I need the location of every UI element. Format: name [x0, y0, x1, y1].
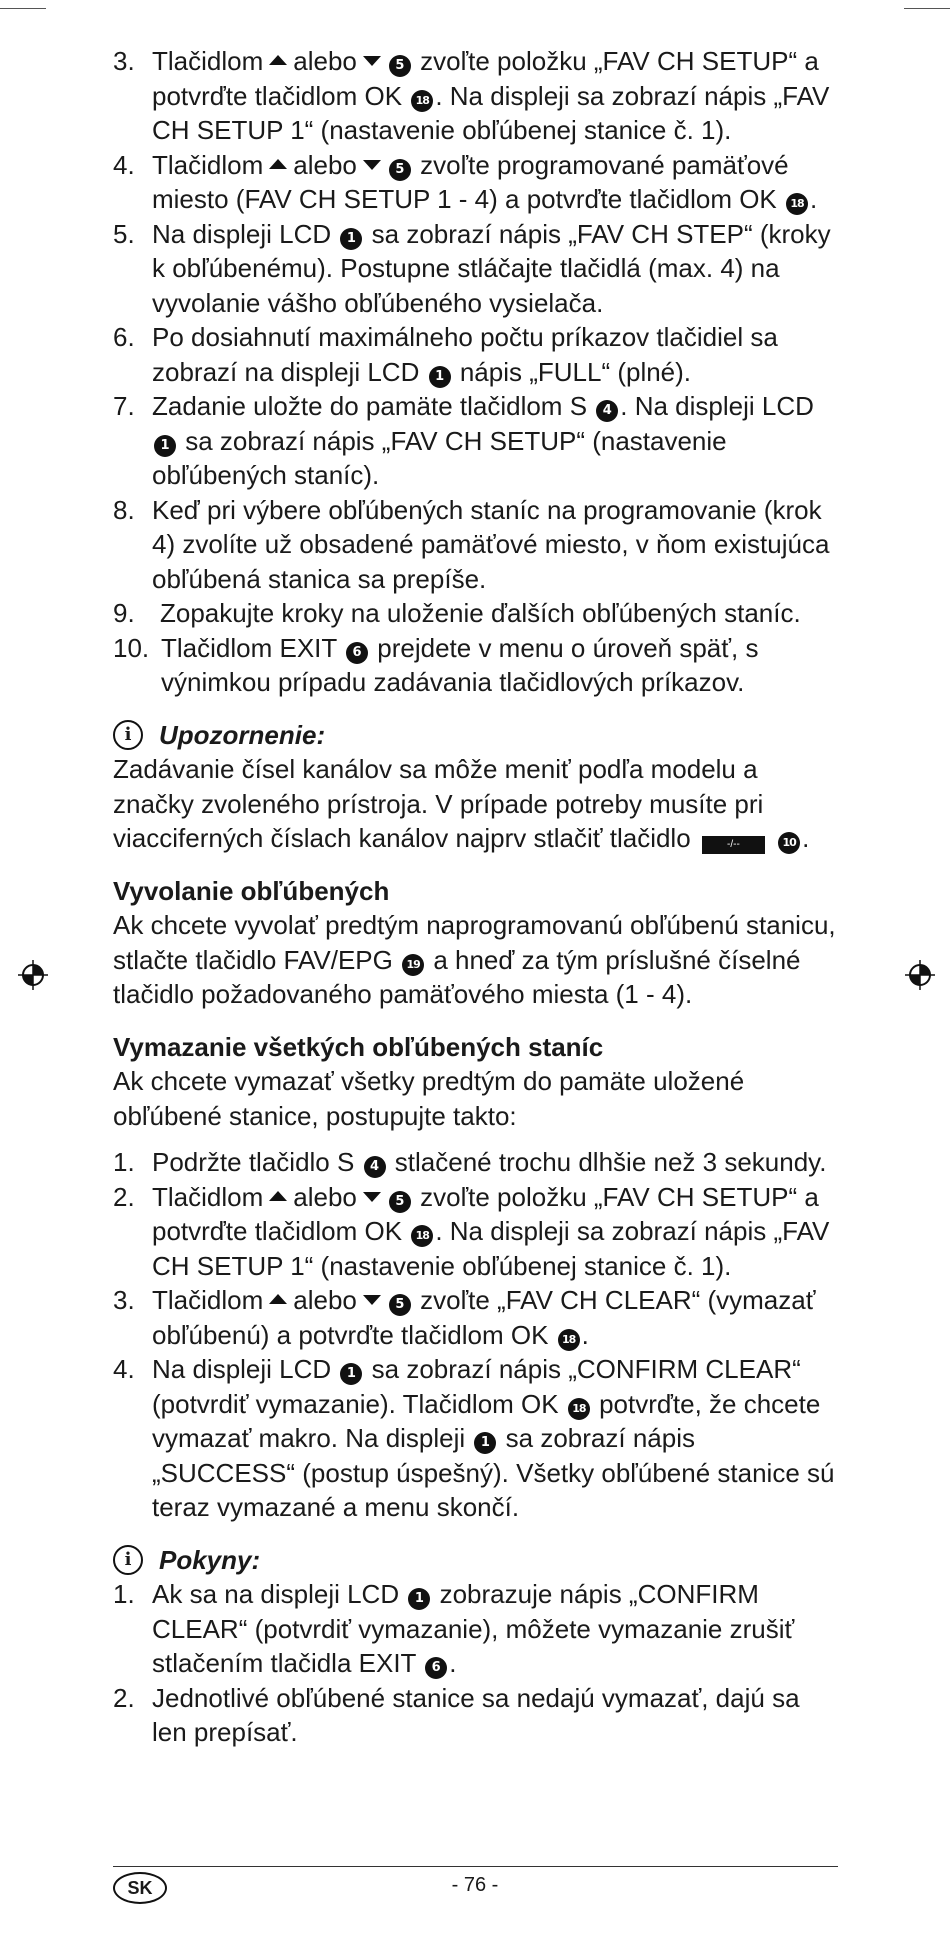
button-5-icon: 5: [389, 159, 411, 181]
exit-button-6-icon: 6: [425, 1657, 447, 1679]
down-arrow-icon: [363, 56, 381, 66]
up-arrow-icon: [269, 1191, 287, 1201]
crop-mark-top-right: [904, 8, 950, 9]
hints-steps: [113, 1577, 838, 1750]
clear-all-heading: Vymazanie všetkých obľúbených staníc: [113, 1031, 604, 1062]
lcd-display-1-icon: 1: [340, 228, 362, 250]
down-arrow-icon: [363, 160, 381, 170]
lcd-display-1-icon: 1: [474, 1432, 496, 1454]
page-number: - 76 -: [451, 1874, 499, 1896]
button-18-icon: 18: [568, 1398, 590, 1420]
clear-step-2: 2. Tlačidlom alebo 5 zvoľte položku „FAV CH SETUP“ a potvrďte tlačidlom OK 18 . Na displeji sa zobrazí nápis „FAV CH SETUP 1“ (nastavenie obľúbenej stanice č. 1).: [113, 1181, 830, 1281]
button-5-icon: 5: [389, 1294, 411, 1316]
step-7: 7. Zadanie uložte do pamäte tlačidlom S 4 . Na displeji LCD 1 sa zobrazí nápis „FAV CH SETUP“ (nastavenie obľúbených staníc).: [113, 391, 814, 490]
info-icon: i: [113, 720, 143, 750]
footer-rule: [113, 1866, 838, 1867]
step-4: 4. Tlačidlom alebo 5 zvoľte programované pamäťové miesto (FAV CH SETUP 1 - 4) a potvrďte tlačidlom OK 18 .: [113, 149, 818, 214]
down-arrow-icon: [363, 1295, 381, 1305]
exit-button-6-icon: 6: [346, 642, 368, 664]
clear-step-1: 1. Podržte tlačidlo S 4 stlačené trochu dlhšie než 3 sekundy.: [113, 1147, 827, 1177]
clear-step-4: 4. Na displeji LCD 1 sa zobrazí nápis „CONFIRM CLEAR“ (potvrdiť vymazanie). Tlačidlom OK 18 potvrďte, že chcete vymazať makro. Na displeji 1 sa zobrazí nápis „SUCCESS“ (postup úspešný). Všetky obľúbené stanice sú teraz vymazané a menu skončí.: [113, 1354, 835, 1522]
hints-heading: i Pokyny:: [113, 1543, 838, 1578]
button-18-icon: 18: [411, 90, 433, 112]
up-arrow-icon: [269, 55, 287, 65]
note-heading: i Upozornenie:: [113, 718, 838, 753]
fav-epg-button-19-icon: 19: [402, 954, 424, 976]
lcd-display-1-icon: 1: [408, 1588, 430, 1610]
language-badge: SK: [113, 1872, 167, 1904]
step-5: 5. Na displeji LCD 1 sa zobrazí nápis „FAV CH STEP“ (kroky k obľúbenému). Postupne stláčajte tlačidlá (max. 4) na vyvolanie vášho obľúbeného vysielača.: [113, 218, 831, 318]
note-text: Zadávanie čísel kanálov sa môže meniť podľa modelu a značky zvoleného prístroja. V prípade potreby musíte pri viacciferných číslach kanálov najprv stlačiť tlačidlo -/-- 10 .: [113, 754, 810, 853]
step-9: 9. Zopakujte kroky na uloženie ďalších obľúbených staníc.: [113, 598, 801, 628]
clear-all-steps: [113, 1145, 838, 1525]
step-8: 8. Keď pri výbere obľúbených staníc na programovanie (krok 4) zvolíte už obsadené pamäťové miesto, v ňom existujúca obľúbená stanica sa prepíše.: [113, 494, 830, 594]
crop-mark-top-left: [0, 8, 46, 9]
button-18-icon: 18: [786, 193, 808, 215]
fav-setup-steps: [113, 44, 838, 700]
button-5-icon: 5: [389, 1191, 411, 1213]
lcd-display-1-icon: 1: [340, 1363, 362, 1385]
lcd-display-1-icon: 1: [154, 435, 176, 457]
manual-page: [113, 44, 838, 1750]
up-arrow-icon: [269, 159, 287, 169]
recall-text: Ak chcete vyvolať predtým naprogramovanú obľúbenú stanicu, stlačte tlačidlo FAV/EPG 19 a hneď za tým príslušné číselné tlačidlo požadovaného pamäťového miesta (1 - 4).: [113, 910, 836, 1009]
step-3: 3. Tlačidlom alebo 5 zvoľte položku „FAV CH SETUP“ a potvrďte tlačidlom OK 18 . Na displeji sa zobrazí nápis „FAV CH SETUP 1“ (nastavenie obľúbenej stanice č. 1).: [113, 46, 830, 145]
button-5-icon: 5: [389, 55, 411, 77]
button-4-icon: 4: [364, 1156, 386, 1178]
clear-step-3: 3. Tlačidlom alebo 5 zvoľte „FAV CH CLEAR“ (vymazať obľúbenú) a potvrďte tlačidlom OK 18 .: [113, 1285, 816, 1350]
down-arrow-icon: [363, 1192, 381, 1202]
button-18-icon: 18: [411, 1225, 433, 1247]
recall-heading: Vyvolanie obľúbených: [113, 875, 390, 906]
button-18-icon: 18: [558, 1329, 580, 1351]
up-arrow-icon: [269, 1294, 287, 1304]
hint-1: 1. Ak sa na displeji LCD 1 zobrazuje nápis „CONFIRM CLEAR“ (potvrdiť vymazanie), môžete vymazanie zrušiť stlačením tlačidla EXIT 6 .: [113, 1579, 795, 1678]
step-10: 10. Tlačidlom EXIT 6 prejdete v menu o úroveň späť, s výnimkou prípadu zadávania tlačidlových príkazov.: [113, 632, 759, 697]
button-10-icon: 10: [778, 832, 800, 854]
lcd-display-1-icon: 1: [429, 366, 451, 388]
registration-mark-left: [18, 960, 48, 990]
step-6: 6. Po dosiahnutí maximálneho počtu príkazov tlačidiel sa zobrazí na displeji LCD 1 nápis „FULL“ (plné).: [113, 322, 778, 387]
hint-2: 2. Jednotlivé obľúbené stanice sa nedajú vymazať, dajú sa len prepísať.: [113, 1682, 800, 1747]
button-4-icon: 4: [596, 400, 618, 422]
registration-mark-right: [905, 960, 935, 990]
dash-button-icon: -/--: [702, 836, 765, 854]
info-icon: i: [113, 1545, 143, 1575]
clear-all-intro: Ak chcete vymazať všetky predtým do pamäte uložené obľúbené stanice, postupujte takto:: [113, 1066, 745, 1131]
